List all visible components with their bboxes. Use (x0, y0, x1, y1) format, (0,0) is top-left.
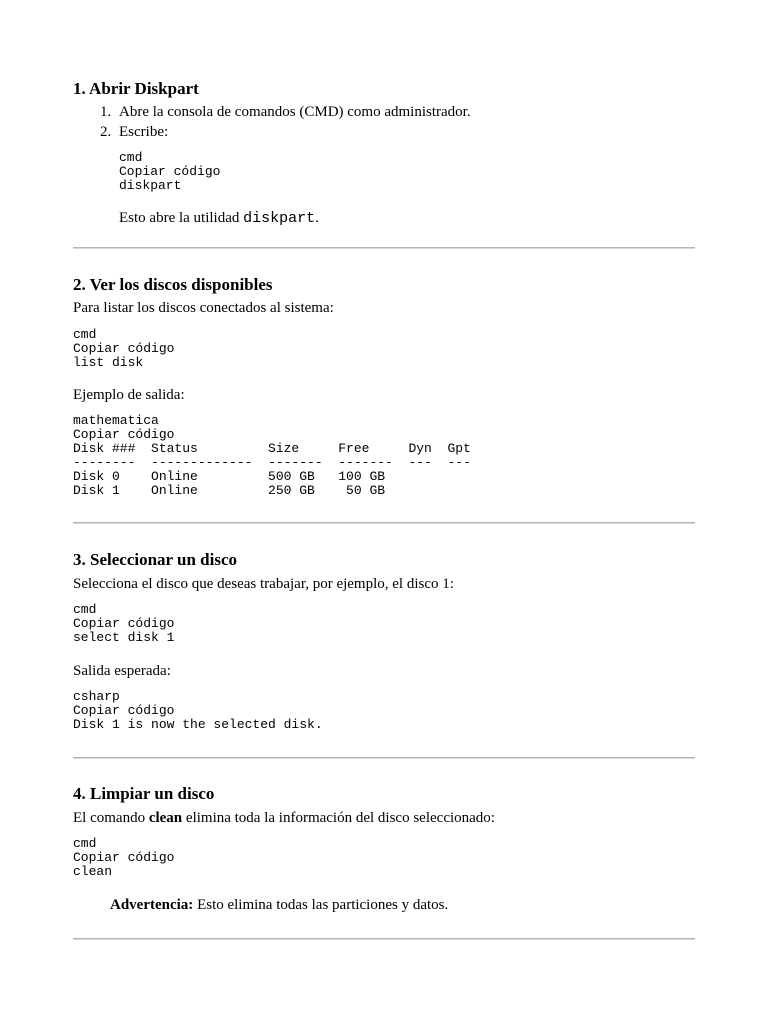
section-2-intro: Para listar los discos conectados al sistema: (73, 300, 334, 316)
section-4-title: 4. Limpiar un disco (73, 784, 215, 803)
section-divider (73, 938, 695, 940)
section-1-note (119, 208, 319, 229)
command-name: clean (148, 810, 183, 826)
expected-label: Salida esperada: (73, 663, 171, 679)
note-suffix: . (315, 210, 319, 226)
section-1-title: 1. Abrir Diskpart (73, 79, 199, 98)
list-item (73, 102, 471, 122)
warning-note (110, 895, 448, 915)
list-item-number: 1. (100, 104, 112, 120)
note-text: Esto abre la utilidad (119, 210, 244, 226)
list-item-number: 2. (100, 124, 112, 140)
warning-text: Esto elimina todas las particiones y datos. (193, 897, 449, 913)
section-2-title: 2. Ver los discos disponibles (73, 275, 273, 294)
output-block[interactable]: mathematica Copiar código Disk ### Status Size Free Dyn Gpt -------- ------------- ------- ------- --- --- Disk 0 Online 500 GB 100 GB Disk 1 Online 250 GB 50 GB (73, 413, 471, 498)
intro-text-rest: elimina toda la información del disco seleccionado: (182, 810, 495, 826)
list-item-text: Escribe: (119, 124, 169, 140)
code-block[interactable]: cmd Copiar código select disk 1 (73, 602, 175, 645)
section-3-title: 3. Seleccionar un disco (73, 550, 238, 569)
section-divider (73, 522, 695, 524)
section-1-steps (73, 102, 471, 142)
example-label: Ejemplo de salida: (73, 387, 185, 403)
list-item (73, 122, 471, 142)
section-4-intro (73, 808, 495, 828)
code-block[interactable]: cmd Copiar código clean (73, 836, 175, 879)
warning-label: Advertencia: (110, 897, 194, 913)
list-item-text: Abre la consola de comandos (CMD) como administrador. (119, 104, 471, 120)
code-block[interactable]: cmd Copiar código list disk (73, 327, 175, 370)
intro-text: El comando (73, 810, 149, 826)
inline-code: diskpart (243, 210, 316, 227)
section-divider (73, 757, 695, 759)
code-block[interactable]: cmd Copiar código diskpart (119, 150, 221, 193)
output-block[interactable]: csharp Copiar código Disk 1 is now the selected disk. (73, 689, 323, 732)
section-divider (73, 247, 695, 249)
section-3-intro: Selecciona el disco que deseas trabajar, por ejemplo, el disco 1: (73, 576, 454, 592)
